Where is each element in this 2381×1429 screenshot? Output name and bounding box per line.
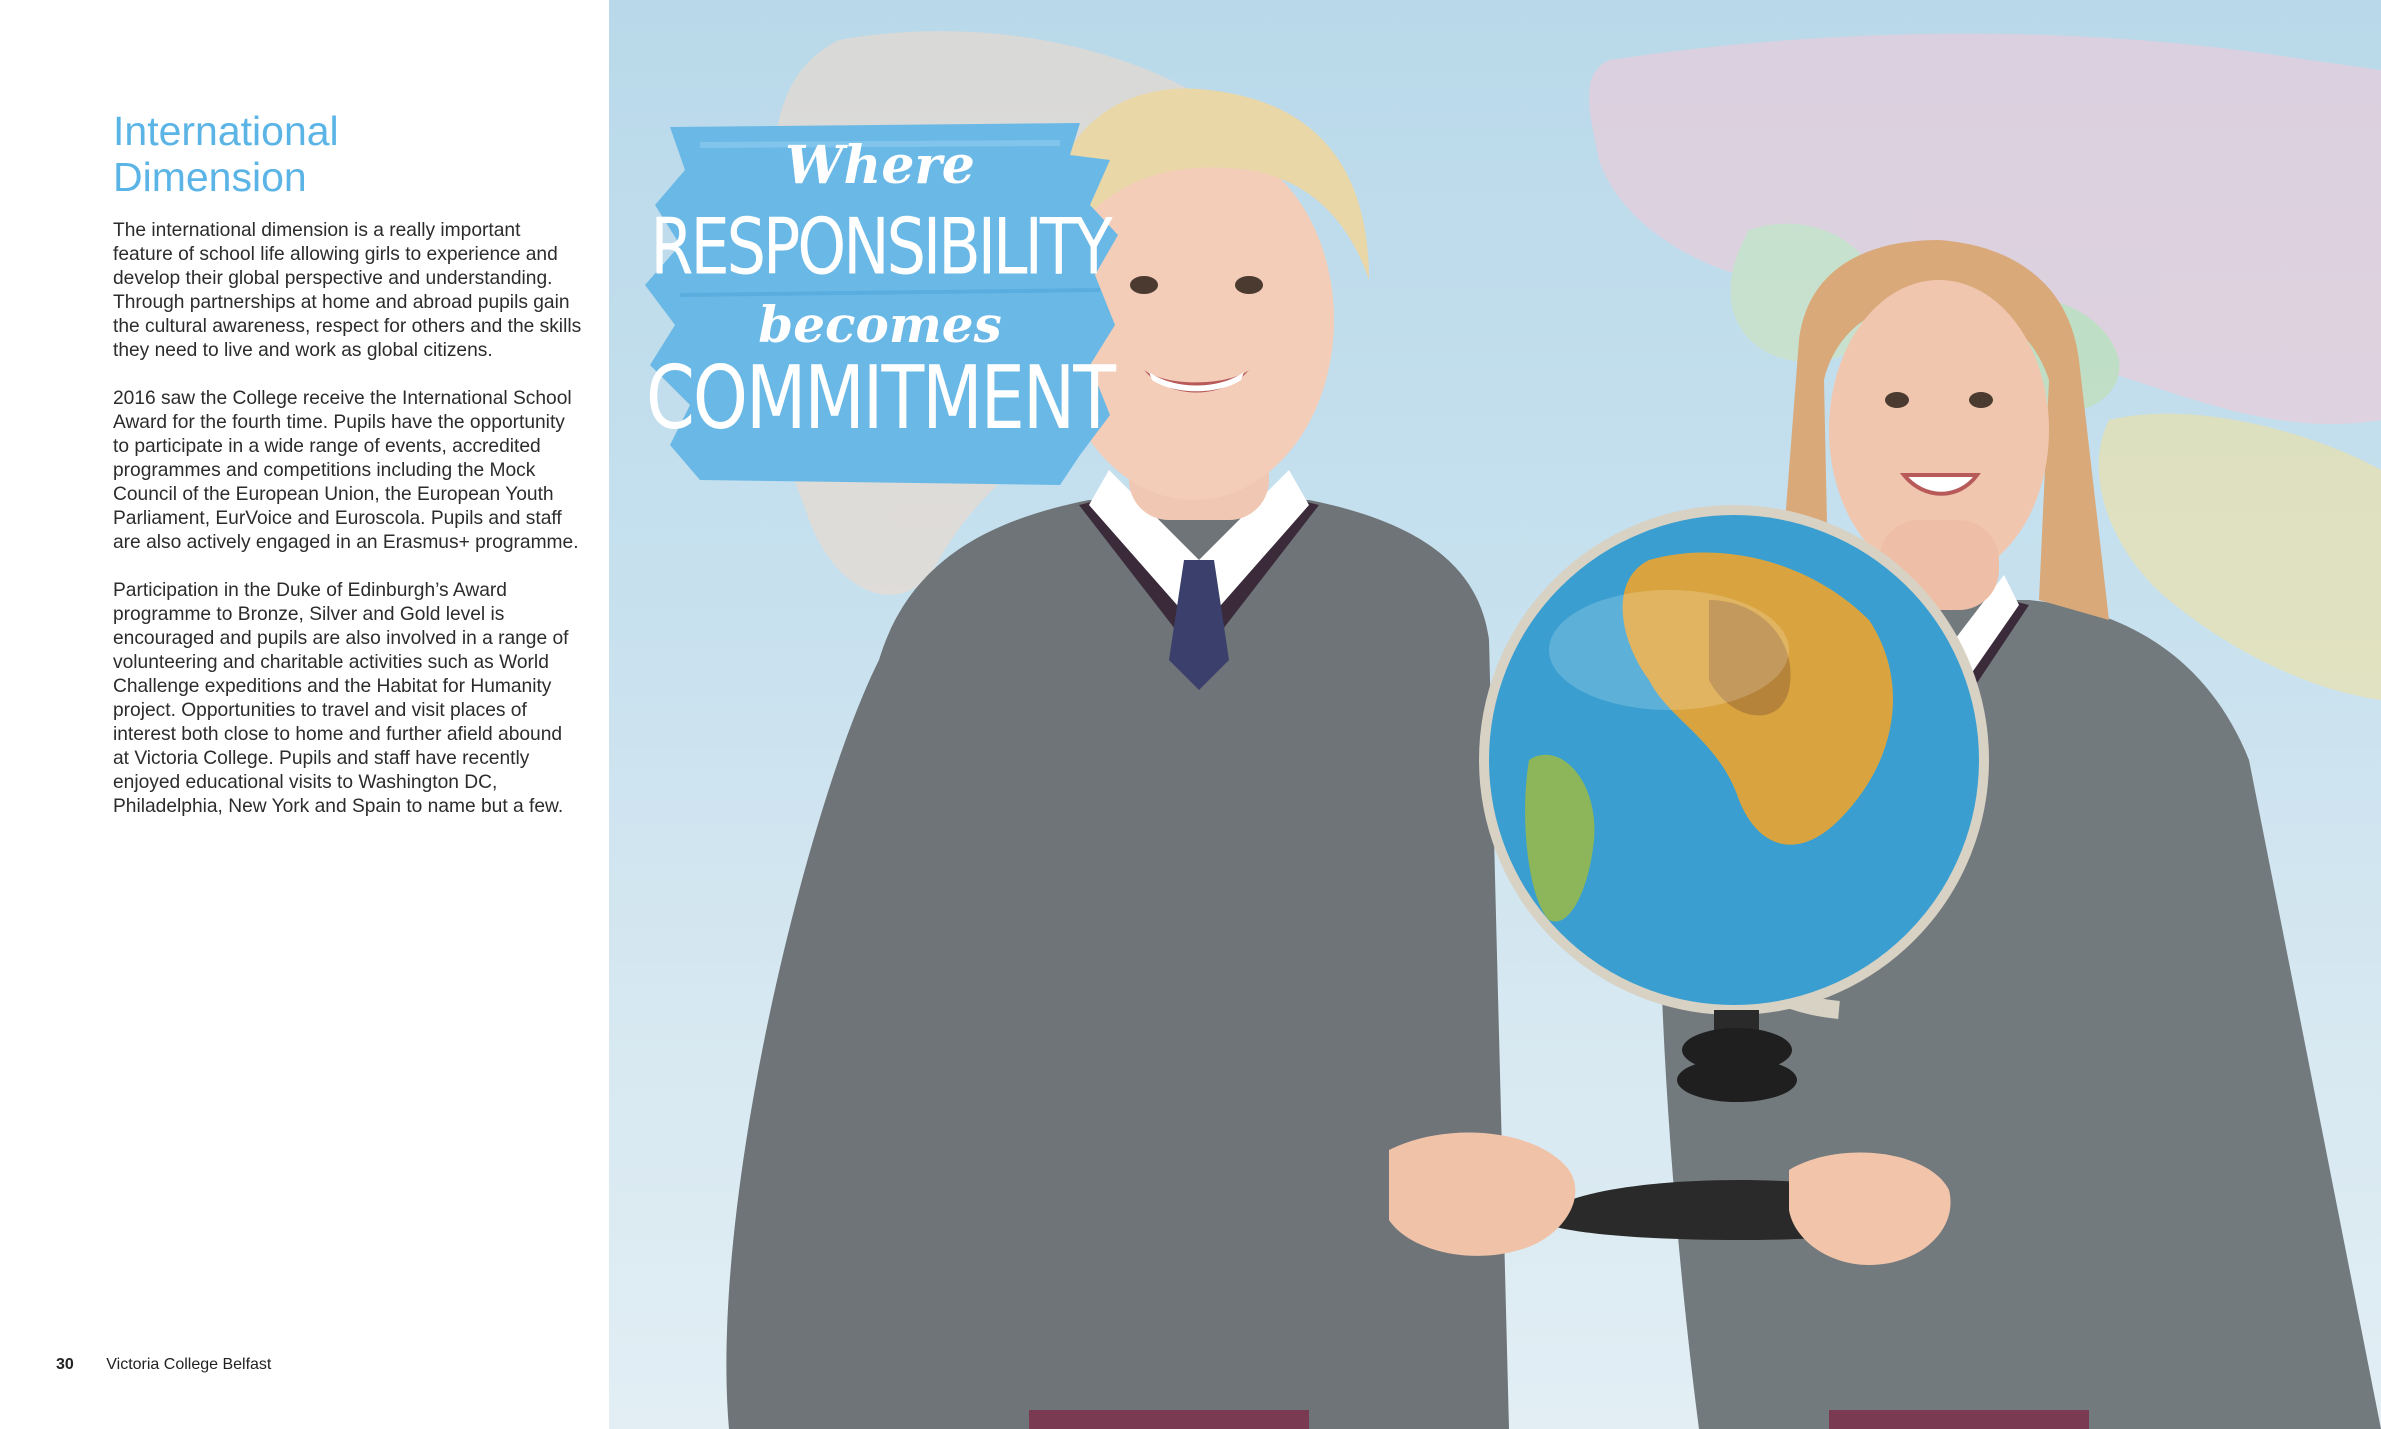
page-footer (56, 1356, 271, 1374)
body-text (113, 219, 583, 843)
paragraph-3: Participation in the Duke of Edinburgh’s Award programme to Bronze, Silver and Gold level is encouraged and pupils are also involved in a range of volunteering and charitable activities such as World Challenge expeditions and the Habitat for Humanity project. Opportunities to travel and visit places of interest both close to home and further afield abound at Victoria College. Pupils and staff have recently enjoyed educational visits to Washington DC, Philadelphia, New York and Spain to name but a few. (113, 580, 569, 817)
heading-line-2: Dimension (113, 154, 307, 200)
skirt-right (1829, 1410, 2089, 1429)
skirt-left (1029, 1410, 1309, 1429)
page-heading (113, 108, 573, 200)
tagline-line-3: becomes (758, 295, 1002, 354)
tagline-line-4: COMMITMENT (646, 346, 1114, 450)
tagline-line-1: Where (785, 135, 975, 196)
paragraph-2: 2016 saw the College receive the International School Award for the fourth time. Pupils have the opportunity to participate in a wide range of events, accredited programmes and competitions including the Mock Council of the European Union, the European Youth Parliament, EurVoice and Euroscola. Pupils and staff are also actively engaged in an Erasmus+ programme. (113, 388, 579, 553)
heading-line-1: International (113, 108, 339, 154)
publication-name: Victoria College Belfast (106, 1356, 272, 1373)
paragraph-1: The international dimension is a really important feature of school life allowing girls to experience and develop their global perspective and understanding. Through partnerships at home and abroad pupils gain the cultural awareness, respect for others and the skills they need to live and work as global citizens. (113, 220, 582, 361)
tagline-banner (640, 115, 1120, 490)
tagline-line-2: RESPONSIBILITY (650, 200, 1110, 293)
text-column (0, 0, 609, 1429)
page-number: 30 (56, 1356, 74, 1373)
